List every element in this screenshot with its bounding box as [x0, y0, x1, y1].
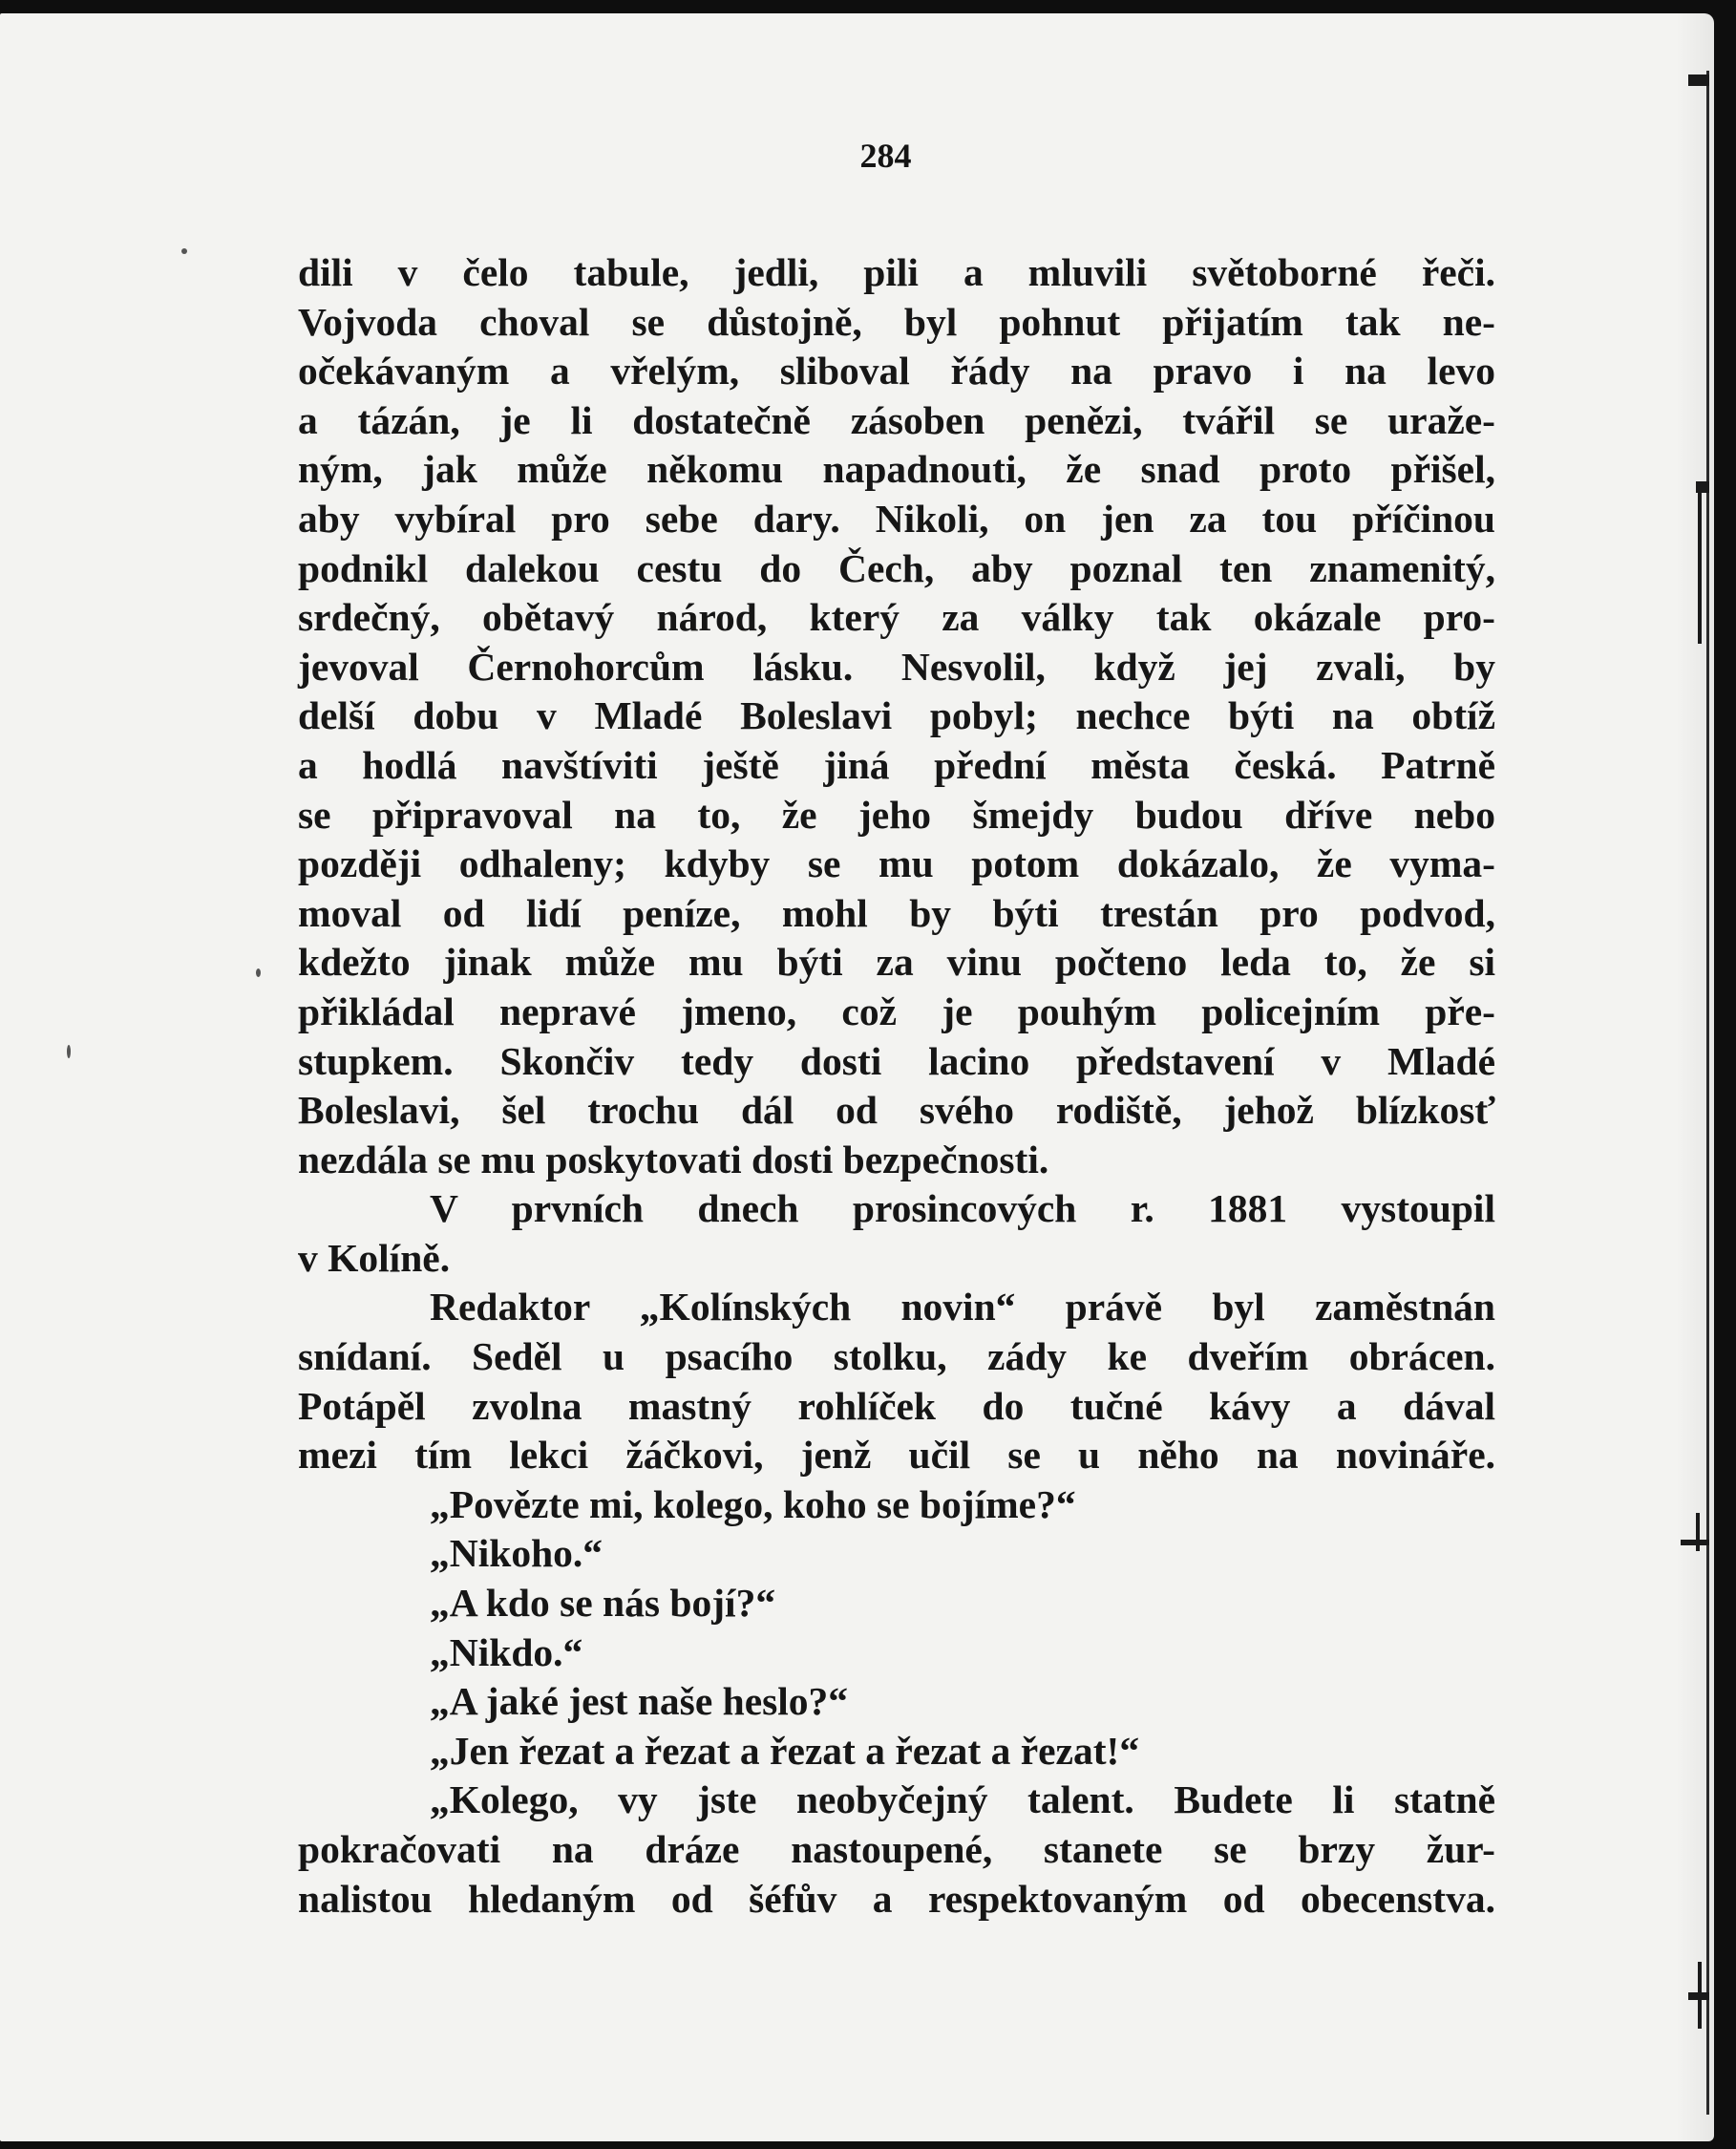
text-line: kdežto jinak může mu býti za vinu počteno leda to, že si [298, 940, 1495, 985]
paper-speck [181, 248, 187, 254]
text-line: později odhaleny; kdyby se mu potom dokázalo, že vyma- [298, 841, 1495, 886]
text-line: se připravoval na to, že jeho šmejdy budou dříve nebo [298, 792, 1495, 837]
text-line: Vojvoda choval se důstojně, byl pohnut přijatím tak ne- [298, 299, 1495, 344]
text-line: pokračovati na dráze nastoupené, stanete se brzy žur- [298, 1827, 1495, 1871]
text-line: V prvních dnech prosincových r. 1881 vystoupil [430, 1186, 1495, 1231]
text-line: očekávaným a vřelým, sliboval řády na pravo i na levo [298, 349, 1495, 394]
text-line: a tázán, je li dostatečně zásoben penězi, tvářil se uraže- [298, 397, 1495, 442]
text-line: „Kolego, vy jste neobyčejný talent. Budete li statně [430, 1777, 1495, 1822]
text-line: „Nikoho.“ [430, 1531, 603, 1576]
margin-mark [1681, 1540, 1709, 1545]
text-line: v Kolíně. [298, 1235, 451, 1280]
text-line: „A kdo se nás bojí?“ [430, 1581, 776, 1626]
body-text [298, 248, 1495, 1924]
margin-mark [1688, 74, 1709, 86]
text-line: „Jen řezat a řezat a řezat a řezat a řezat!“ [430, 1728, 1140, 1773]
text-line: podnikl dalekou cestu do Čech, aby poznal ten znamenitý, [298, 545, 1495, 590]
text-line: nalistou hledaným od šéfův a respektovaným od obecenstva. [298, 1876, 1495, 1921]
text-line: aby vybíral pro sebe dary. Nikoli, on jen za tou příčinou [298, 496, 1495, 541]
text-line: ným, jak může někomu napadnouti, že snad proto přišel, [298, 447, 1495, 492]
text-line: „A jaké jest naše heslo?“ [430, 1679, 849, 1724]
text-line: delší dobu v Mladé Boleslavi pobyl; nechce býti na obtíž [298, 693, 1495, 738]
margin-mark [1698, 491, 1702, 644]
text-line: mezi tím lekci žáčkovi, jenž učil se u něho na novináře. [298, 1433, 1495, 1478]
text-line: snídaní. Seděl u psacího stolku, zády ke dveřím obrácen. [298, 1334, 1495, 1379]
paper-speck [256, 968, 261, 977]
text-line: jevoval Černohorcům lásku. Nesvolil, když jej zvali, by [298, 644, 1495, 689]
text-line: stupkem. Skončiv tedy dosti lacino představení v Mladé [298, 1038, 1495, 1083]
text-line: srdečný, obětavý národ, který za války tak okázale pro- [298, 595, 1495, 640]
text-line: „Povězte mi, kolego, koho se bojíme?“ [430, 1481, 1076, 1526]
paper-speck [67, 1045, 71, 1058]
page-number: 284 [859, 137, 912, 175]
margin-rule [1706, 71, 1709, 2115]
text-line: a hodlá navštíviti ještě jiná přední města česká. Patrně [298, 742, 1495, 787]
text-line: nezdála se mu poskytovati dosti bezpečnosti. [298, 1137, 1049, 1181]
margin-mark [1696, 1513, 1700, 1551]
text-line: přikládal nepravé jmeno, což je pouhým policejním pře- [298, 989, 1495, 1033]
margin-mark [1698, 1962, 1702, 2029]
text-line: Potápěl zvolna mastný rohlíček do tučné kávy a dával [298, 1383, 1495, 1428]
text-line: dili v čelo tabule, jedli, pili a mluvili světoborné řeči. [298, 250, 1495, 294]
text-line: Boleslavi, šel trochu dál od svého rodiště, jehož blízkosť [298, 1088, 1495, 1133]
text-line: „Nikdo.“ [430, 1629, 583, 1674]
text-line: moval od lidí peníze, mohl by býti trestán pro podvod, [298, 890, 1495, 935]
book-page [0, 13, 1714, 2141]
text-line: Redaktor „Kolínských novin“ právě byl zaměstnán [430, 1285, 1495, 1330]
